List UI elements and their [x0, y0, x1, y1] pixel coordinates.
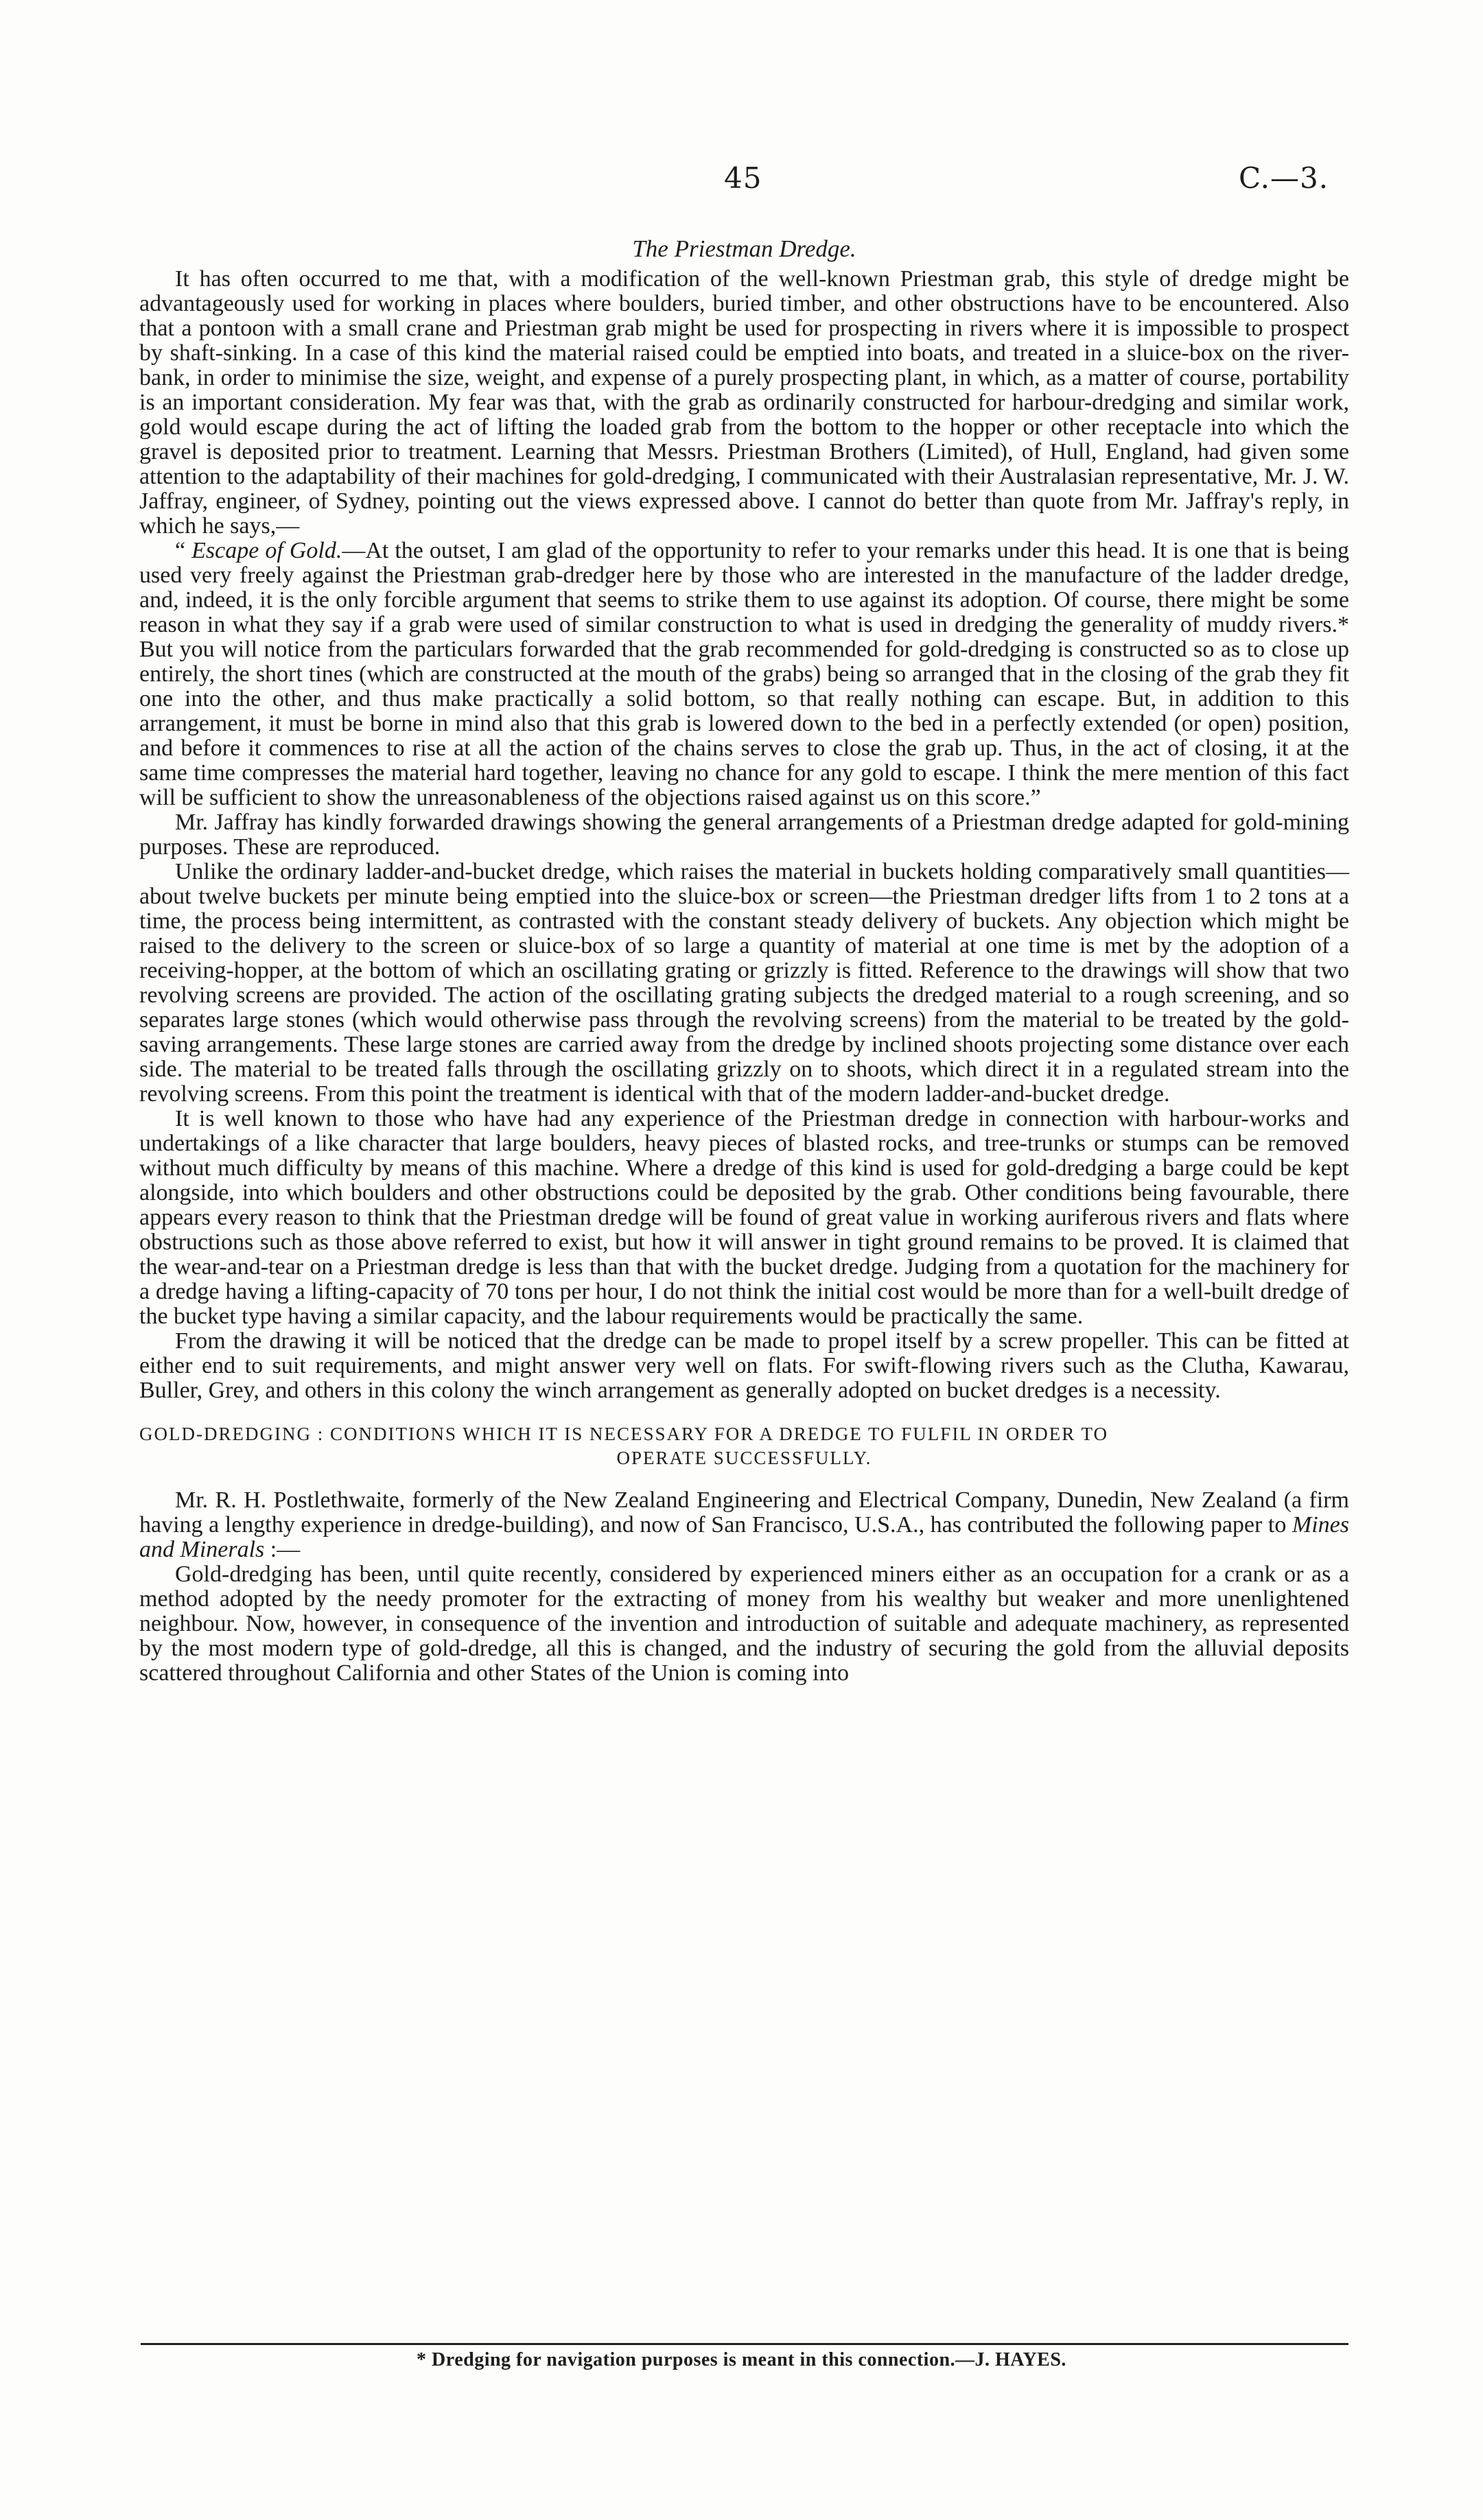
quote-body: —At the outset, I am glad of the opportunity to refer to your remarks under this head. It is one that is being used very freely against the Priestman grab-dredger here by those who are interested in the manufacture of the ladder dredge, and, indeed, it is the only forcible argument that seems to strike them to use against its adoption. Of course, there might be some reason in what they say if a grab were used of similar construction to what is used in dredging the generality of muddy rivers.* But you will notice from the particulars forwarded that the grab recommended for gold-dredging is constructed so as to close up entirely, the short tines (which are constructed at the mouth of the grabs) being so arranged that in the closing of the grab they fit one into the other, and thus make practically a solid bottom, so that really nothing can escape. But, in addition to this arrangement, it must be borne in mind also that this grab is lowered down to the bed in a perfectly extended (or open) position, and before it commences to rise at all the action of the chains serves to close the grab up. Thus, in the act of closing, it at the same time compresses the material hard together, leaving no chance for any gold to escape. I think the mere mention of this fact will be sufficient to show the unreasonableness of the objections raised against us on this score.” [139, 538, 1349, 810]
quote-open-mark: “ [175, 538, 192, 563]
page-number: 45 [724, 161, 762, 195]
quote-lead-heading: Escape of Gold. [191, 538, 342, 563]
document-reference: C.—3. [1239, 161, 1329, 195]
paragraph-propeller: From the drawing it will be noticed that the dredge can be made to propel itself by a screw propeller. This can be fitted at either end to suit requirements, and might answer very well on flats. For swift-flowing rivers such as the Clutha, Kawarau, Buller, Grey, and others in this colony the winch arrangement as generally adopted on bucket dredges is a necessity. [139, 1328, 1349, 1403]
paragraph-comparison: Unlike the ordinary ladder-and-bucket dredge, which raises the material in buckets holding comparatively small quantities—about twelve buckets per minute being emptied into the sluice-box or screen—the Priestman dredger lifts from 1 to 2 tons at a time, the process being intermittent, as contrasted with the constant steady delivery of buckets. Any objection which might be raised to the delivery to the screen or sluice-box of so large a quantity of material at one time is met by the adoption of a receiving-hopper, at the bottom of which an oscillating grating or grizzly is fitted. Reference to the drawings will show that two revolving screens are provided. The action of the oscillating grating subjects the dredged material to a rough screening, and so separates large stones (which would otherwise pass through the revolving screens) from the material to be treated by the gold-saving arrangements. These large stones are carried away from the dredge by inclined shoots projecting some distance over each side. The material to be treated falls through the oscillating grizzly on to shoots, which direct it in a regulated stream into the revolving screens. From this point the treatment is identical with that of the modern ladder-and-bucket dredge. [139, 859, 1349, 1107]
paragraph-drawings: Mr. Jaffray has kindly forwarded drawings showing the general arrangements of a Priestman dredge adapted for gold-mining purposes. These are reproduced. [139, 810, 1349, 860]
postlethwaite-text: Mr. R. H. Postlethwaite, formerly of the New Zealand Engineering and Electrical Company, Dunedin, New Zealand (a firm having a lengthy experience in dredge-building), and now of San Francisco, U.S.A., has contributed the following paper to [139, 1487, 1349, 1538]
section-heading-gold-dredging [139, 1422, 1349, 1470]
paragraph-quote [139, 539, 1349, 810]
paragraph-postlethwaite [139, 1488, 1349, 1562]
footnote-divider [141, 2343, 1348, 2345]
page-header [0, 161, 1483, 202]
postlethwaite-tail: :— [264, 1537, 301, 1562]
paragraph-boulders: It is well known to those who have had any experience of the Priestman dredge in connection with harbour-works and undertakings of a like character that large boulders, heavy pieces of blasted rocks, and tree-trunks or stumps can be removed without much difficulty by means of this machine. Where a dredge of this kind is used for gold-dredging a barge could be kept alongside, into which boulders and other obstructions could be deposited by the grab. Other conditions being favourable, there appears every reason to think that the Priestman dredge will be found of great value in working auriferous rivers and flats where obstructions such as those above referred to exist, but how it will answer in tight ground remains to be proved. It is claimed that the wear-and-tear on a Priestman dredge is less than that with the bucket dredge. Judging from a quotation for the machinery for a dredge having a lifting-capacity of 70 tons per hour, I do not think the initial cost would be more than for a well-built dredge of the bucket type having a similar capacity, and the labour requirements would be practically the same. [139, 1106, 1349, 1329]
body-text [139, 237, 1349, 1686]
footnote: * Dredging for navigation purposes is meant in this connection.—J. HAYES. [417, 2349, 1066, 2370]
heading-line-1: GOLD-DREDGING : CONDITIONS WHICH IT IS NECESSARY FOR A DREDGE TO FULFIL IN ORDER TO [139, 1424, 1109, 1444]
paragraph-gold-dredging: Gold-dredging has been, until quite recently, considered by experienced miners either as an occupation for a crank or as a method adopted by the needy promoter for the extracting of money from his wealthy but weaker and more unenlightened neighbour. Now, however, in consequence of the invention and introduction of suitable and adequate machinery, as represented by the most modern type of gold-dredge, all this is changed, and the industry of securing the gold from the alluvial deposits scattered throughout California and other States of the Union is coming into [139, 1562, 1349, 1686]
section-title: The Priestman Dredge. [632, 235, 856, 262]
heading-line-2: OPERATE SUCCESSFULLY. [616, 1448, 872, 1468]
journal-title: Mines and Minerals [139, 1512, 1349, 1562]
paragraph-intro: It has often occurred to me that, with a modification of the well-known Priestman grab, this style of dredge might be advantageously used for working in places where boulders, buried timber, and other obstructions have to be encountered. Also that a pontoon with a small crane and Priestman grab might be used for prospecting in rivers where it is impossible to prospect by shaft-sinking. In a case of this kind the material raised could be emptied into boats, and treated in a sluice-box on the river-bank, in order to minimise the size, weight, and expense of a purely prospecting plant, in which, as a matter of course, portability is an important consideration. My fear was that, with the grab as ordinarily constructed for harbour-dredging and similar work, gold would escape during the act of lifting the loaded grab from the bottom to the hopper or other receptacle into which the gravel is deposited prior to treatment. Learning that Messrs. Priestman Brothers (Limited), of Hull, England, had given some attention to the adaptability of their machines for gold-dredging, I communicated with their Australasian representative, Mr. J. W. Jaffray, engineer, of Sydney, pointing out the views expressed above. I cannot do better than quote from Mr. Jaffray's reply, in which he says,— [139, 266, 1349, 539]
